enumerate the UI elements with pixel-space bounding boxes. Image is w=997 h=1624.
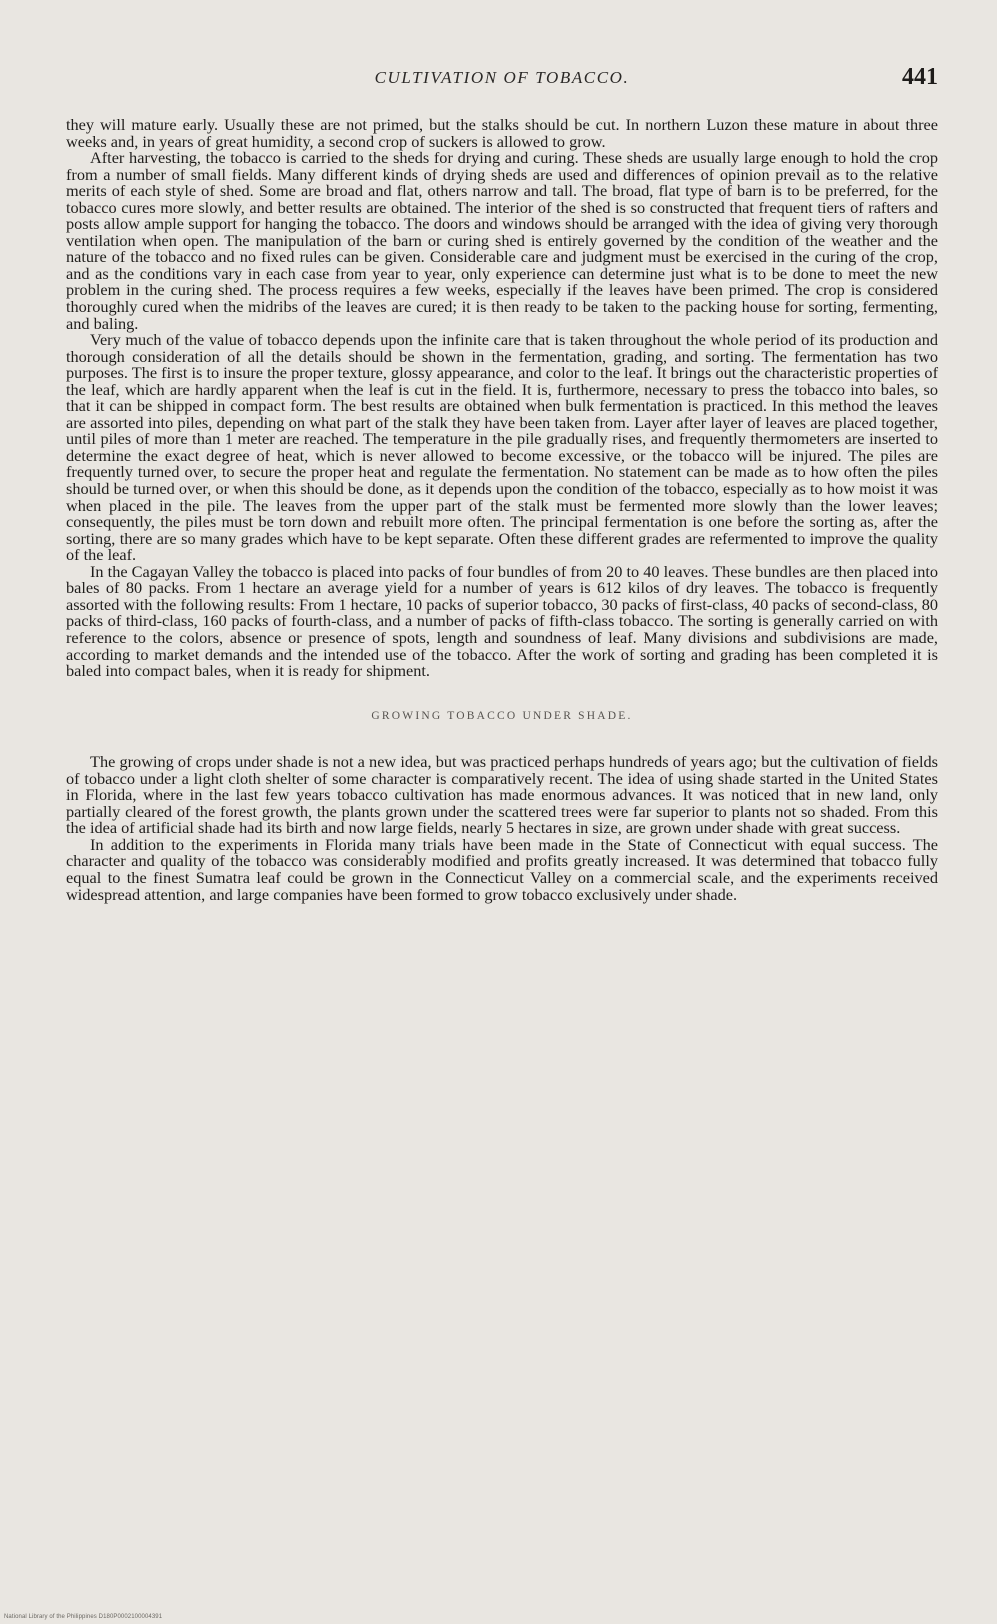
running-title: CULTIVATION OF TOBACCO. [374, 68, 630, 87]
paragraph-connecticut: In addition to the experiments in Florida many trials have been made in the State of Connecticut with equal success. The character and quality of the tobacco was considerably modified and profits greatly increased. It was determined that tobacco fully equal to the finest Sumatra leaf could be grown in the Connecticut Valley on a commercial scale, and the experiments received widespread attention, and large companies have been formed to grow tobacco exclusively under shade. [66, 834, 938, 904]
paragraph-shade-origin: The growing of crops under shade is not a new idea, but was practiced perhaps hundreds of years ago; but the cultivation of fields of tobacco under a light cloth shelter of some character is comparatively recent. The idea of using shade started in the United States in Florida, where in the last few years tobacco cultivation has made enormous advances. It was noticed that in new land, only partially cleared of the forest growth, the plants grown under the scattered trees were far superior to plants not so shaded. From this the idea of artificial shade had its birth and now large fields, nearly 5 hectares in size, are grown under shade with great success. [66, 752, 938, 838]
page-number: 441 [902, 64, 938, 90]
body-text [66, 117, 938, 903]
running-head [66, 64, 938, 94]
paragraph-cagayan-valley: In the Cagayan Valley the tobacco is placed into packs of four bundles of from 20 to 40 leaves. These bundles are then placed into bales of 80 packs. From 1 hectare an average yield for a number of years is 612 kilos of dry leaves. The tobacco is frequently assorted with the following results: From 1 hectare, 10 packs of superior tobacco, 30 packs of first-class, 40 packs of second-class, 80 packs of third-class, 160 packs of fourth-class, and a number of packs of fifth-class tobacco. The sorting is generally carried on with reference to the colors, absence or presence of spots, length and soundness of leaf. Many divisions and subdivisions are made, according to market demands and the intended use of the tobacco. After the work of sorting and grading has been completed it is baled into compact bales, when it is ready for shipment. [66, 561, 938, 681]
paragraph-continuation: they will mature early. Usually these are not primed, but the stalks should be cut. In northern Luzon these mature in about three weeks and, in years of great humidity, a second crop of suckers is allowed to grow. [66, 115, 938, 151]
library-footer-mark: National Library of the Philippines D180P0002100004391 [4, 1614, 163, 1620]
paragraph-harvesting: After harvesting, the tobacco is carried to the sheds for drying and curing. These sheds are usually large enough to hold the crop from a number of small fields. Many different kinds of drying sheds are used and differences of opinion prevail as to the relative merits of each style of shed. Some are broad and flat, others narrow and tall. The broad, flat type of barn is to be preferred, for the tobacco cures more slowly, and better results are obtained. The interior of the shed is so constructed that frequent tiers of rafters and posts allow ample support for hanging the tobacco. The doors and windows should be arranged with the idea of giving very thorough ventilation when open. The manipulation of the barn or curing shed is entirely governed by the condition of the weather and the nature of the tobacco and no fixed rules can be given. Considerable care and judgment must be exercised in the curing of the crop, and as the conditions vary in each case from year to year, only experience can determine just what is to be done to meet the new problem in the curing shed. The process requires a few weeks, especially if the leaves have been primed. The crop is considered thoroughly cured when the midribs of the leaves are cured; it is then ready to be taken to the packing house for sorting, fermenting, and baling. [66, 148, 938, 333]
section-heading: GROWING TOBACCO UNDER SHADE. [371, 709, 633, 722]
paragraph-fermentation: Very much of the value of tobacco depends upon the infinite care that is taken throughout the whole period of its production and thorough consideration of all the details should be shown in the fermentation, grading, and sorting. The fermentation has two purposes. The first is to insure the proper texture, glossy appearance, and color to the leaf. It brings out the characteristic properties of the leaf, which are hardly apparent when the leaf is cut in the field. It is, furthermore, necessary to press the tobacco into bales, so that it can be shipped in compact form. The best results are obtained when bulk fermentation is practiced. In this method the leaves are assorted into piles, depending on what part of the stalk they have been taken from. Layer after layer of leaves are placed together, until piles of more than 1 meter are reached. The temperature in the pile gradually rises, and frequently thermometers are inserted to determine the exact degree of heat, which is never allowed to become excessive, or the tobacco will be injured. The piles are frequently turned over, to secure the proper heat and regulate the fermentation. No statement can be made as to how often the piles should be turned over, or when this should be done, as it depends upon the condition of the tobacco, especially as to how moist it was when placed in the pile. The leaves from the upper part of the stalk must be fermented more slowly than the lower leaves; consequently, the piles must be torn down and rebuilt more often. The principal fermentation is one before the sorting as, after the sorting, there are so many grades which have to be kept separate. Often these different grades are refermented to improve the quality of the leaf. [66, 330, 938, 565]
